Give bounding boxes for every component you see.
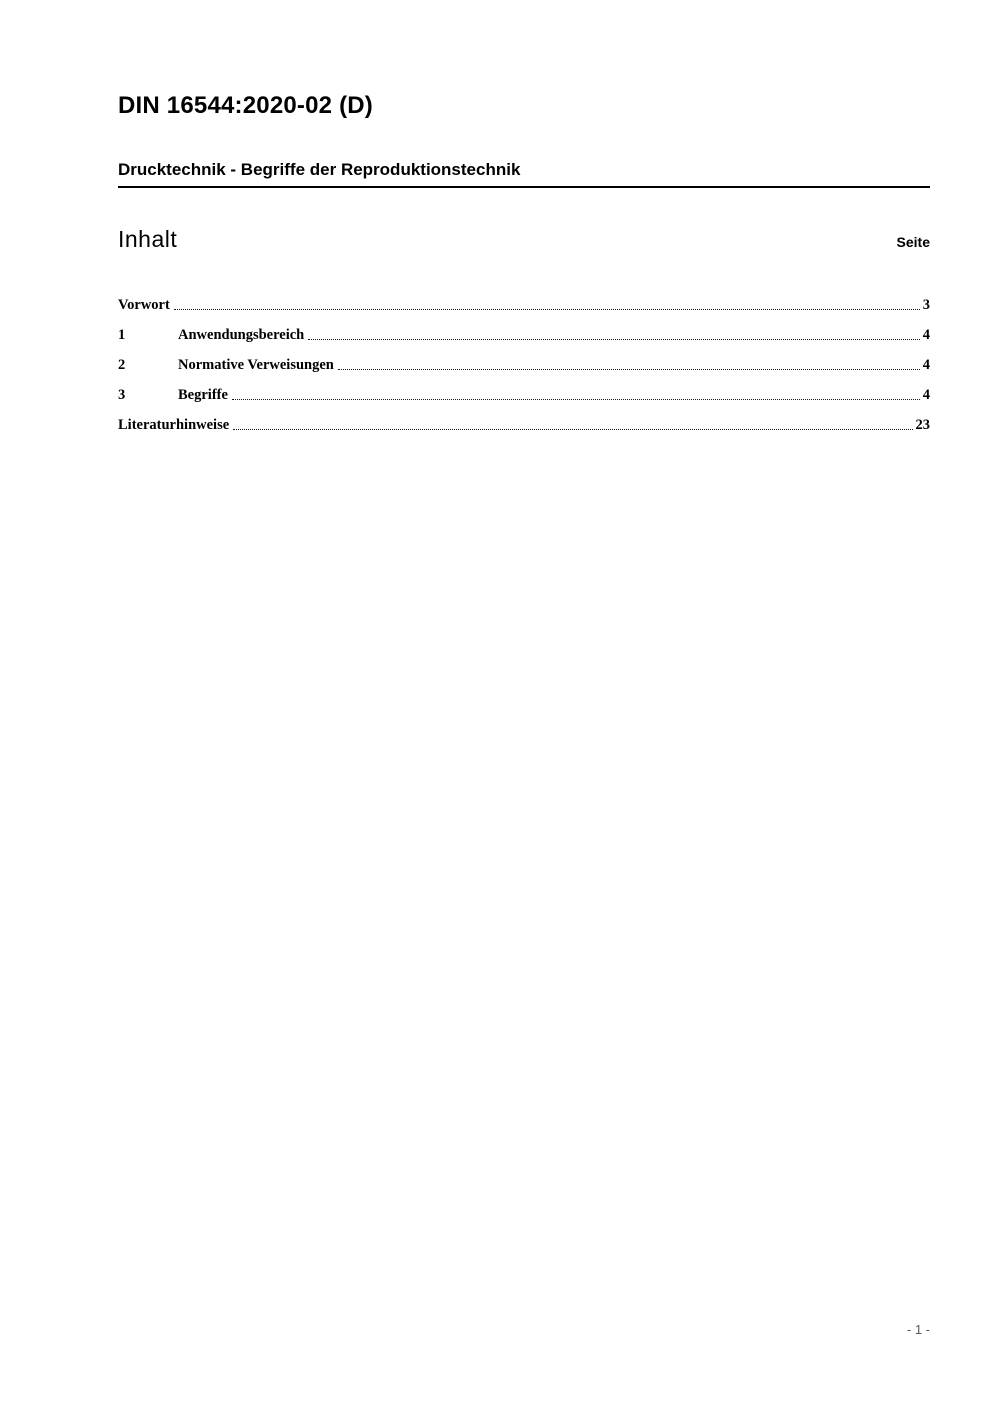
toc-dot-leader [174, 309, 920, 310]
document-subtitle: Drucktechnik - Begriffe der Reproduktionstechnik [118, 160, 521, 179]
toc-list [118, 285, 930, 435]
toc-entry [118, 345, 930, 375]
page-column-label: Seite [896, 234, 930, 250]
toc-entry-number: 3 [118, 387, 126, 403]
toc-header-row [118, 226, 930, 253]
toc-dot-leader [308, 339, 920, 340]
toc-entry-page: 23 [915, 417, 930, 433]
toc-entry-label: Literaturhinweise [118, 417, 230, 433]
toc-entry-label: Begriffe [178, 387, 228, 403]
toc-entry-page: 4 [922, 387, 930, 403]
page-number-footer: - 1 - [906, 1322, 930, 1337]
toc-entry-number: 1 [118, 327, 126, 343]
subtitle-divider [118, 186, 930, 188]
toc-entry-page: 4 [922, 357, 930, 373]
toc-entry-number: 2 [118, 357, 126, 373]
toc-entry-page: 3 [922, 297, 930, 313]
toc-dot-leader [232, 399, 920, 400]
toc-entry-label: Anwendungsbereich [178, 327, 305, 343]
toc-entry [118, 315, 930, 345]
toc-entry [118, 285, 930, 315]
toc-dot-leader [338, 369, 920, 370]
toc-heading: Inhalt [118, 226, 178, 252]
toc-entry-label: Normative Verweisungen [178, 357, 334, 373]
page-content [118, 0, 930, 435]
toc-entry [118, 405, 930, 435]
toc-entry-page: 4 [922, 327, 930, 343]
toc-entry [118, 375, 930, 405]
toc-entry-label: Vorwort [118, 297, 170, 313]
toc-dot-leader [233, 429, 912, 430]
document-id-title: DIN 16544:2020-02 (D) [118, 92, 373, 119]
